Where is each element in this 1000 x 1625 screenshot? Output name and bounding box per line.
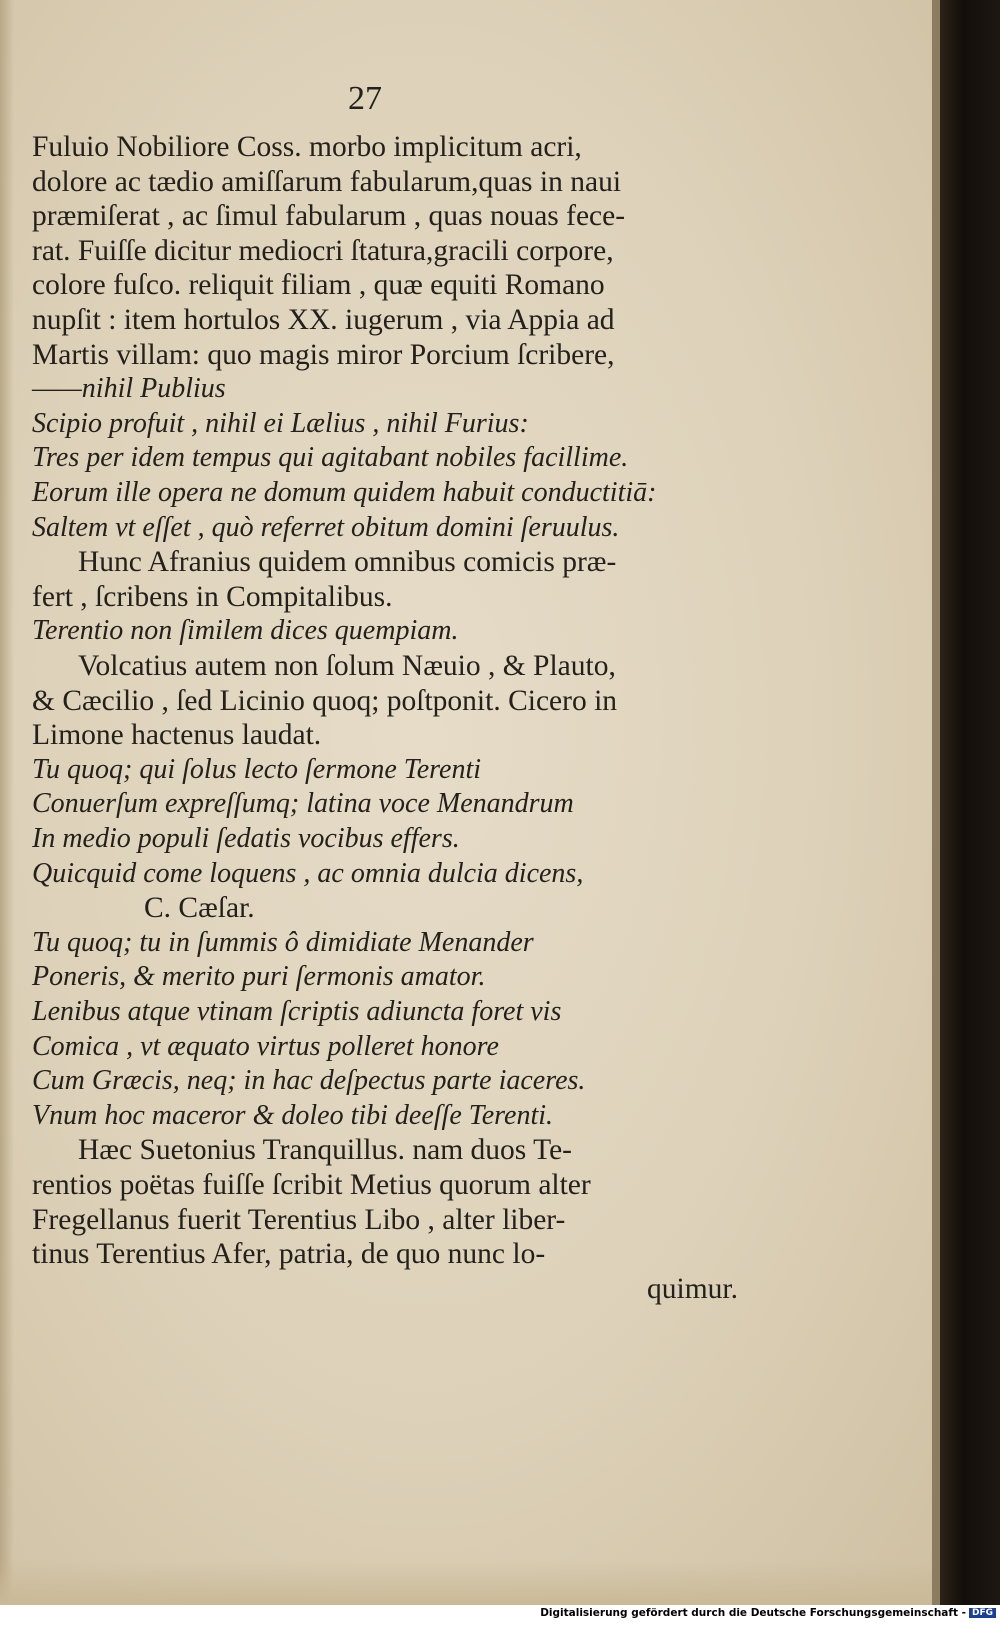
text-line: fert , ſcribens in Compitalibus. (32, 580, 393, 613)
text-line: In medio populi ſedatis vocibus effers. (32, 823, 460, 854)
text-line: præmiſerat , ac ſimul fabularum , quas nouas fece- (32, 200, 626, 233)
text-line: Terentio non ſimilem dices quempiam. (32, 615, 459, 647)
page-number: 27 (348, 80, 382, 117)
text-line: Scipio profuit , nihil ei Lælius , nihil Furius: (32, 407, 529, 439)
text-line: quimur. (647, 1272, 738, 1305)
text-line: Tu quoq; tu in ſummis ô dimidiate Menander (32, 926, 534, 958)
gutter-shadow (0, 0, 14, 1605)
text-line: nupſit : item hortulos XX. iugerum , via Appia ad (32, 304, 615, 336)
footer-text: Digitalisierung gefördert durch die Deutsche Forschungsgemeinschaft - (540, 1607, 966, 1619)
text-line: Saltem vt eſſet , quò referret obitum domini ſeruulus. (32, 511, 620, 543)
text-line: Lenibus atque vtinam ſcriptis adiuncta foret vis (32, 996, 562, 1027)
text-line: Comica , vt æquato virtus polleret honore (32, 1030, 499, 1062)
text-line: & Cæcilio , ſed Licinio quoq; poſtponit. Cicero in (32, 684, 618, 717)
text-line: colore fuſco. reliquit filiam , quæ equiti Romano (32, 269, 605, 302)
text-line: Eorum ille opera ne domum quidem habuit conductitiā: (32, 477, 657, 508)
page-edge (932, 0, 940, 1605)
text-line: Volcatius autem non ſolum Næuio , & Plauto, (78, 650, 616, 682)
text-line: rat. Fuiſſe dicitur mediocri ſtatura,gracili corpore, (32, 234, 614, 267)
text-line: dolore ac tædio amiſſarum fabularum,quas in naui (32, 165, 622, 198)
digitization-footer (0, 1607, 996, 1619)
text-line: Martis villam: quo magis miror Porcium ſcribere, (32, 338, 615, 371)
text-line: Hæc Suetonius Tranquillus. nam duos Te- (78, 1134, 572, 1167)
dfg-logo: DFG (969, 1608, 996, 1618)
text-line: C. Cæſar. (144, 892, 255, 925)
book-cover-edge (940, 0, 1000, 1605)
text-line: Limone hactenus laudat. (32, 719, 322, 752)
text-line: tinus Terentius Afer, patria, de quo nunc lo- (32, 1238, 546, 1271)
text-line: Vnum hoc maceror & doleo tibi deeſſe Terenti. (32, 1099, 554, 1131)
text-line: Tu quoq; qui ſolus lecto ſermone Terenti (32, 753, 482, 785)
text-line: Quicquid come loquens , ac omnia dulcia dicens, (32, 857, 584, 889)
text-line: ——nihil Publius (32, 373, 226, 405)
text-line: Poneris, & merito puri ſermonis amator. (32, 961, 486, 993)
text-line: Fuluio Nobiliore Coss. morbo implicitum acri, (32, 131, 582, 163)
text-line: Conuerſum expreſſumq; latina voce Menandrum (32, 788, 574, 820)
text-line: Tres per idem tempus qui agitabant nobiles facillime. (32, 442, 629, 474)
text-line: rentios poëtas fuiſſe ſcribit Metius quorum alter (32, 1169, 591, 1201)
text-line: Fregellanus fuerit Terentius Libo , alter liber- (32, 1203, 566, 1236)
text-line: Hunc Afranius quidem omnibus comicis præ- (78, 546, 617, 579)
text-line: Cum Græcis, neq; in hac deſpectus parte iaceres. (32, 1065, 586, 1097)
page-bottom-shade (0, 1560, 940, 1605)
